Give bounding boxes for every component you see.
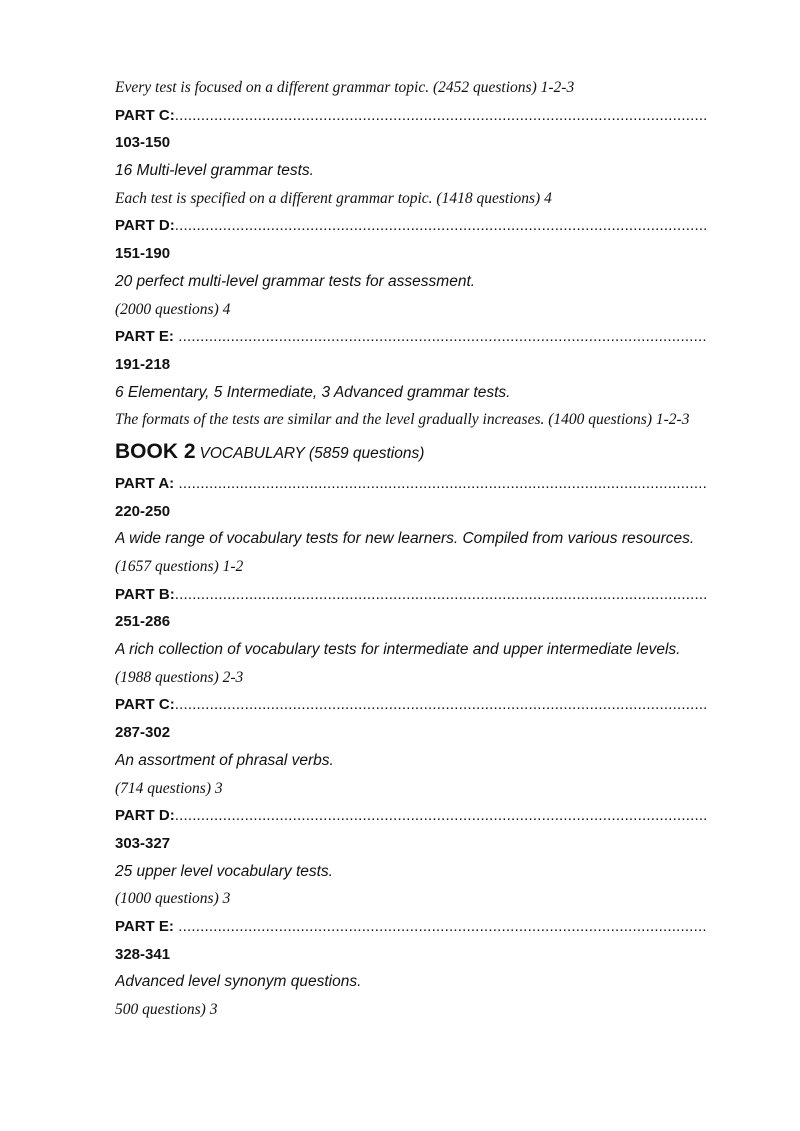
part-heading: [115, 802, 735, 830]
part-heading: [115, 102, 735, 130]
book-title: BOOK 2: [115, 439, 196, 463]
part-description-detail: The formats of the tests are similar and the level gradually increases. (1400 questions) 1-2-3: [115, 411, 690, 429]
part-heading: [115, 913, 735, 941]
dot-leader: ..........................................................................................................................: [174, 217, 708, 235]
part-description-detail: (1988 questions) 2-3: [115, 668, 244, 686]
page-range: 220-250: [115, 502, 171, 520]
part-label: PART D:: [115, 807, 175, 825]
part-description-detail: 500 questions) 3: [115, 1001, 218, 1018]
dot-leader: ..........................................................................................................................: [174, 696, 708, 714]
page-range: 191-218: [115, 355, 171, 373]
page-range: 151-190: [115, 245, 171, 263]
page-range: 251-286: [115, 613, 171, 631]
part-description: A rich collection of vocabulary tests for intermediate and upper intermediate levels.: [115, 641, 681, 659]
part-description-detail: (714 questions) 3: [115, 779, 223, 797]
part-description-detail: (2000 questions) 4: [115, 300, 231, 318]
part-label: PART C:: [115, 106, 175, 124]
part-description: 6 Elementary, 5 Intermediate, 3 Advanced grammar tests.: [115, 383, 511, 401]
part-label: PART E:: [115, 917, 174, 935]
dot-leader: .........................................................................................................................: [173, 328, 707, 346]
page-range: 287-302: [115, 724, 171, 742]
part-heading: [115, 581, 735, 609]
book-heading: [115, 434, 735, 470]
page-range: 303-327: [115, 834, 171, 852]
part-label: PART E:: [115, 328, 174, 346]
part-label: PART A:: [115, 474, 175, 492]
part-description: An assortment of phrasal verbs.: [115, 751, 334, 769]
part-heading: [115, 470, 735, 498]
part-description-detail: Every test is focused on a different grammar topic. (2452 questions) 1-2-3: [115, 79, 575, 96]
part-label: PART C:: [115, 696, 175, 714]
part-heading: [115, 323, 735, 351]
part-description: Advanced level synonym questions.: [115, 973, 362, 991]
dot-leader: .........................................................................................................................: [173, 917, 707, 935]
part-description-detail: (1657 questions) 1-2: [115, 558, 244, 575]
dot-leader: .........................................................................................................................: [174, 474, 708, 492]
dot-leader: ..........................................................................................................................: [174, 106, 708, 124]
part-description: 25 upper level vocabulary tests.: [115, 862, 333, 880]
part-heading: [115, 212, 735, 240]
document-page: [115, 74, 735, 1024]
part-description: 20 perfect multi-level grammar tests for assessment.: [115, 272, 476, 290]
part-description: A wide range of vocabulary tests for new learners. Compiled from various resources.: [115, 530, 695, 548]
part-label: PART B:: [115, 585, 175, 603]
part-description-detail: Each test is specified on a different grammar topic. (1418 questions) 4: [115, 189, 552, 207]
dot-leader: ..........................................................................................................................: [174, 585, 708, 603]
dot-leader: ..........................................................................................................................: [174, 807, 708, 825]
part-description: 16 Multi-level grammar tests.: [115, 162, 314, 180]
part-heading: [115, 691, 735, 719]
book-subtitle: VOCABULARY (5859 questions): [199, 444, 425, 462]
page-range: 328-341: [115, 945, 171, 963]
page-range: 103-150: [115, 134, 171, 152]
part-label: PART D:: [115, 217, 175, 235]
part-description-detail: (1000 questions) 3: [115, 890, 231, 908]
